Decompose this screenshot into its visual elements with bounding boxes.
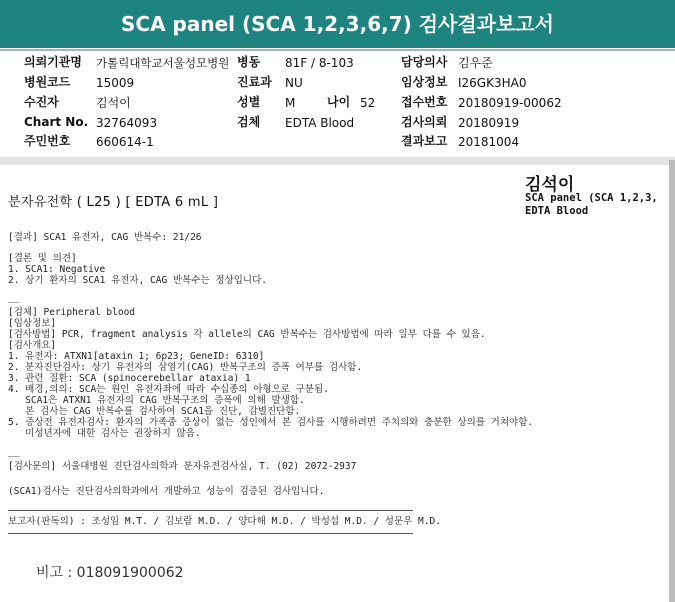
- specimen-value: EDTA Blood: [285, 116, 355, 130]
- receipt-label: 접수번호: [401, 95, 448, 109]
- chart-no-label: Chart No.: [24, 115, 89, 129]
- remark-value: 018091900062: [76, 565, 184, 581]
- age-value: 52: [360, 96, 376, 110]
- hospital-code-label: 병원코드: [24, 75, 71, 89]
- institution-value: 가톨릭대학교서울성모병원: [96, 56, 230, 70]
- receipt-value: 20180919-00062: [458, 96, 562, 110]
- ward-label: 병동: [237, 55, 261, 69]
- id-number-label: 주민번호: [24, 134, 71, 148]
- id-number-value: 660614-1: [96, 135, 154, 149]
- overview-header: [검사개요]: [8, 340, 57, 351]
- method-line: [검사방법] PCR, fragment analysis 각 allele의 CAG 반복수는 검사방법에 따라 일부 다를 수 있음.: [8, 329, 486, 340]
- title-underline: [0, 49, 675, 51]
- patient-label: 수진자: [24, 95, 59, 109]
- hospital-code-value: 15009: [96, 76, 135, 90]
- sex-value: M: [285, 96, 296, 110]
- ward-value: 81F / 8-103: [285, 56, 354, 70]
- overview-line-4a: SCA1은 ATXN1 유전자의 CAG 반복구조의 증폭에 의해 발생함.: [8, 395, 305, 406]
- reporters-rule-top: [8, 510, 413, 511]
- report-title: SCA panel (SCA 1,2,3,6,7) 검사결과보고서: [0, 0, 675, 48]
- dash-separator-1: __: [8, 292, 20, 303]
- conclusion-header: [결론 및 의견]: [8, 253, 77, 264]
- specimen-label: 검체: [237, 115, 261, 129]
- clinical-info-label: 임상정보: [401, 75, 448, 89]
- overview-line-2: 2. 분자진단검사: 상기 유전자의 삼염기(CAG) 반복구조의 증폭 여부를 검사함.: [8, 362, 363, 373]
- patient-value: 김석이: [96, 96, 131, 110]
- sex-label: 성별: [237, 95, 261, 109]
- dash-separator-2: __: [8, 446, 20, 457]
- clinical-info-value: I26GK3HA0: [458, 76, 527, 90]
- reporters-rule-bottom: [8, 533, 413, 534]
- inquiry-line: [검사문의] 서울대병원 진단검사의학과 분자유전검사실, T. (02) 2072-2937: [8, 461, 357, 472]
- doctor-value: 김우준: [458, 56, 493, 70]
- overview-line-1: 1. 유전자: ATXN1[ataxin 1; 6p23; GeneID: 6310]: [8, 351, 265, 362]
- remark-label: 비고 :: [36, 565, 73, 581]
- conclusion-line-2: 2. 상기 환자의 SCA1 유전자, CAG 반복수는 정상입니다.: [8, 275, 267, 286]
- institution-label: 의뢰기관명: [24, 55, 82, 69]
- specimen-line: [검체] Peripheral blood: [8, 307, 136, 318]
- report-date-value: 20181004: [458, 135, 520, 149]
- report-panel-name: SCA panel (SCA 1,2,3,: [525, 192, 658, 204]
- department-label: 진료과: [237, 75, 272, 89]
- overview-line-4b: 본 검사는 CAG 반복수를 검사하여 SCA1을 진단, 감별진단함.: [8, 406, 301, 417]
- overview-line-5: 5. 증상전 유전자검사: 환자의 가족중 증상이 없는 성인에서 본 검사를 시행하려면 주치의와 충분한 상의를 거쳐야함.: [8, 417, 534, 428]
- reporters-line: 보고자(판독의) : 조성임 M.T. / 김보람 M.D. / 양다해 M.D. / 박성섭 M.D. / 성문우 M.D.: [8, 516, 441, 527]
- right-scroll-strip: [669, 160, 675, 602]
- result-line: [결과] SCA1 유전자, CAG 반복수: 21/26: [8, 232, 202, 243]
- section-separator: [0, 157, 675, 165]
- request-date-label: 검사의뢰: [401, 115, 448, 129]
- report-specimen: EDTA Blood: [525, 205, 589, 217]
- request-date-value: 20180919: [458, 116, 520, 130]
- overview-line-4: 4. 배경,의의: SCA는 원인 유전자좌에 따라 수십종의 아형으로 구분됨.: [8, 384, 329, 395]
- development-note: (SCA1)검사는 진단검사의학과에서 개발하고 성능이 검증된 검사입니다.: [8, 486, 325, 497]
- report-date-label: 결과보고: [401, 134, 448, 148]
- remark: [36, 562, 184, 582]
- chart-no-value: 32764093: [96, 116, 158, 130]
- clinical-info-line: [임상정보]: [8, 318, 57, 329]
- section-title: 분자유전학 ( L25 ) [ EDTA 6 mL ]: [8, 195, 219, 210]
- department-value: NU: [285, 76, 303, 90]
- doctor-label: 담당의사: [401, 55, 448, 69]
- overview-line-3: 3. 관련 질환: SCA (spinocerebellar ataxia) 1: [8, 373, 251, 384]
- overview-line-5a: 미성년자에 대한 검사는 권장하지 않음.: [8, 428, 201, 439]
- report-patient-name: 김석이: [525, 175, 575, 195]
- age-label: 나이: [327, 95, 351, 109]
- conclusion-line-1: 1. SCA1: Negative: [8, 264, 106, 275]
